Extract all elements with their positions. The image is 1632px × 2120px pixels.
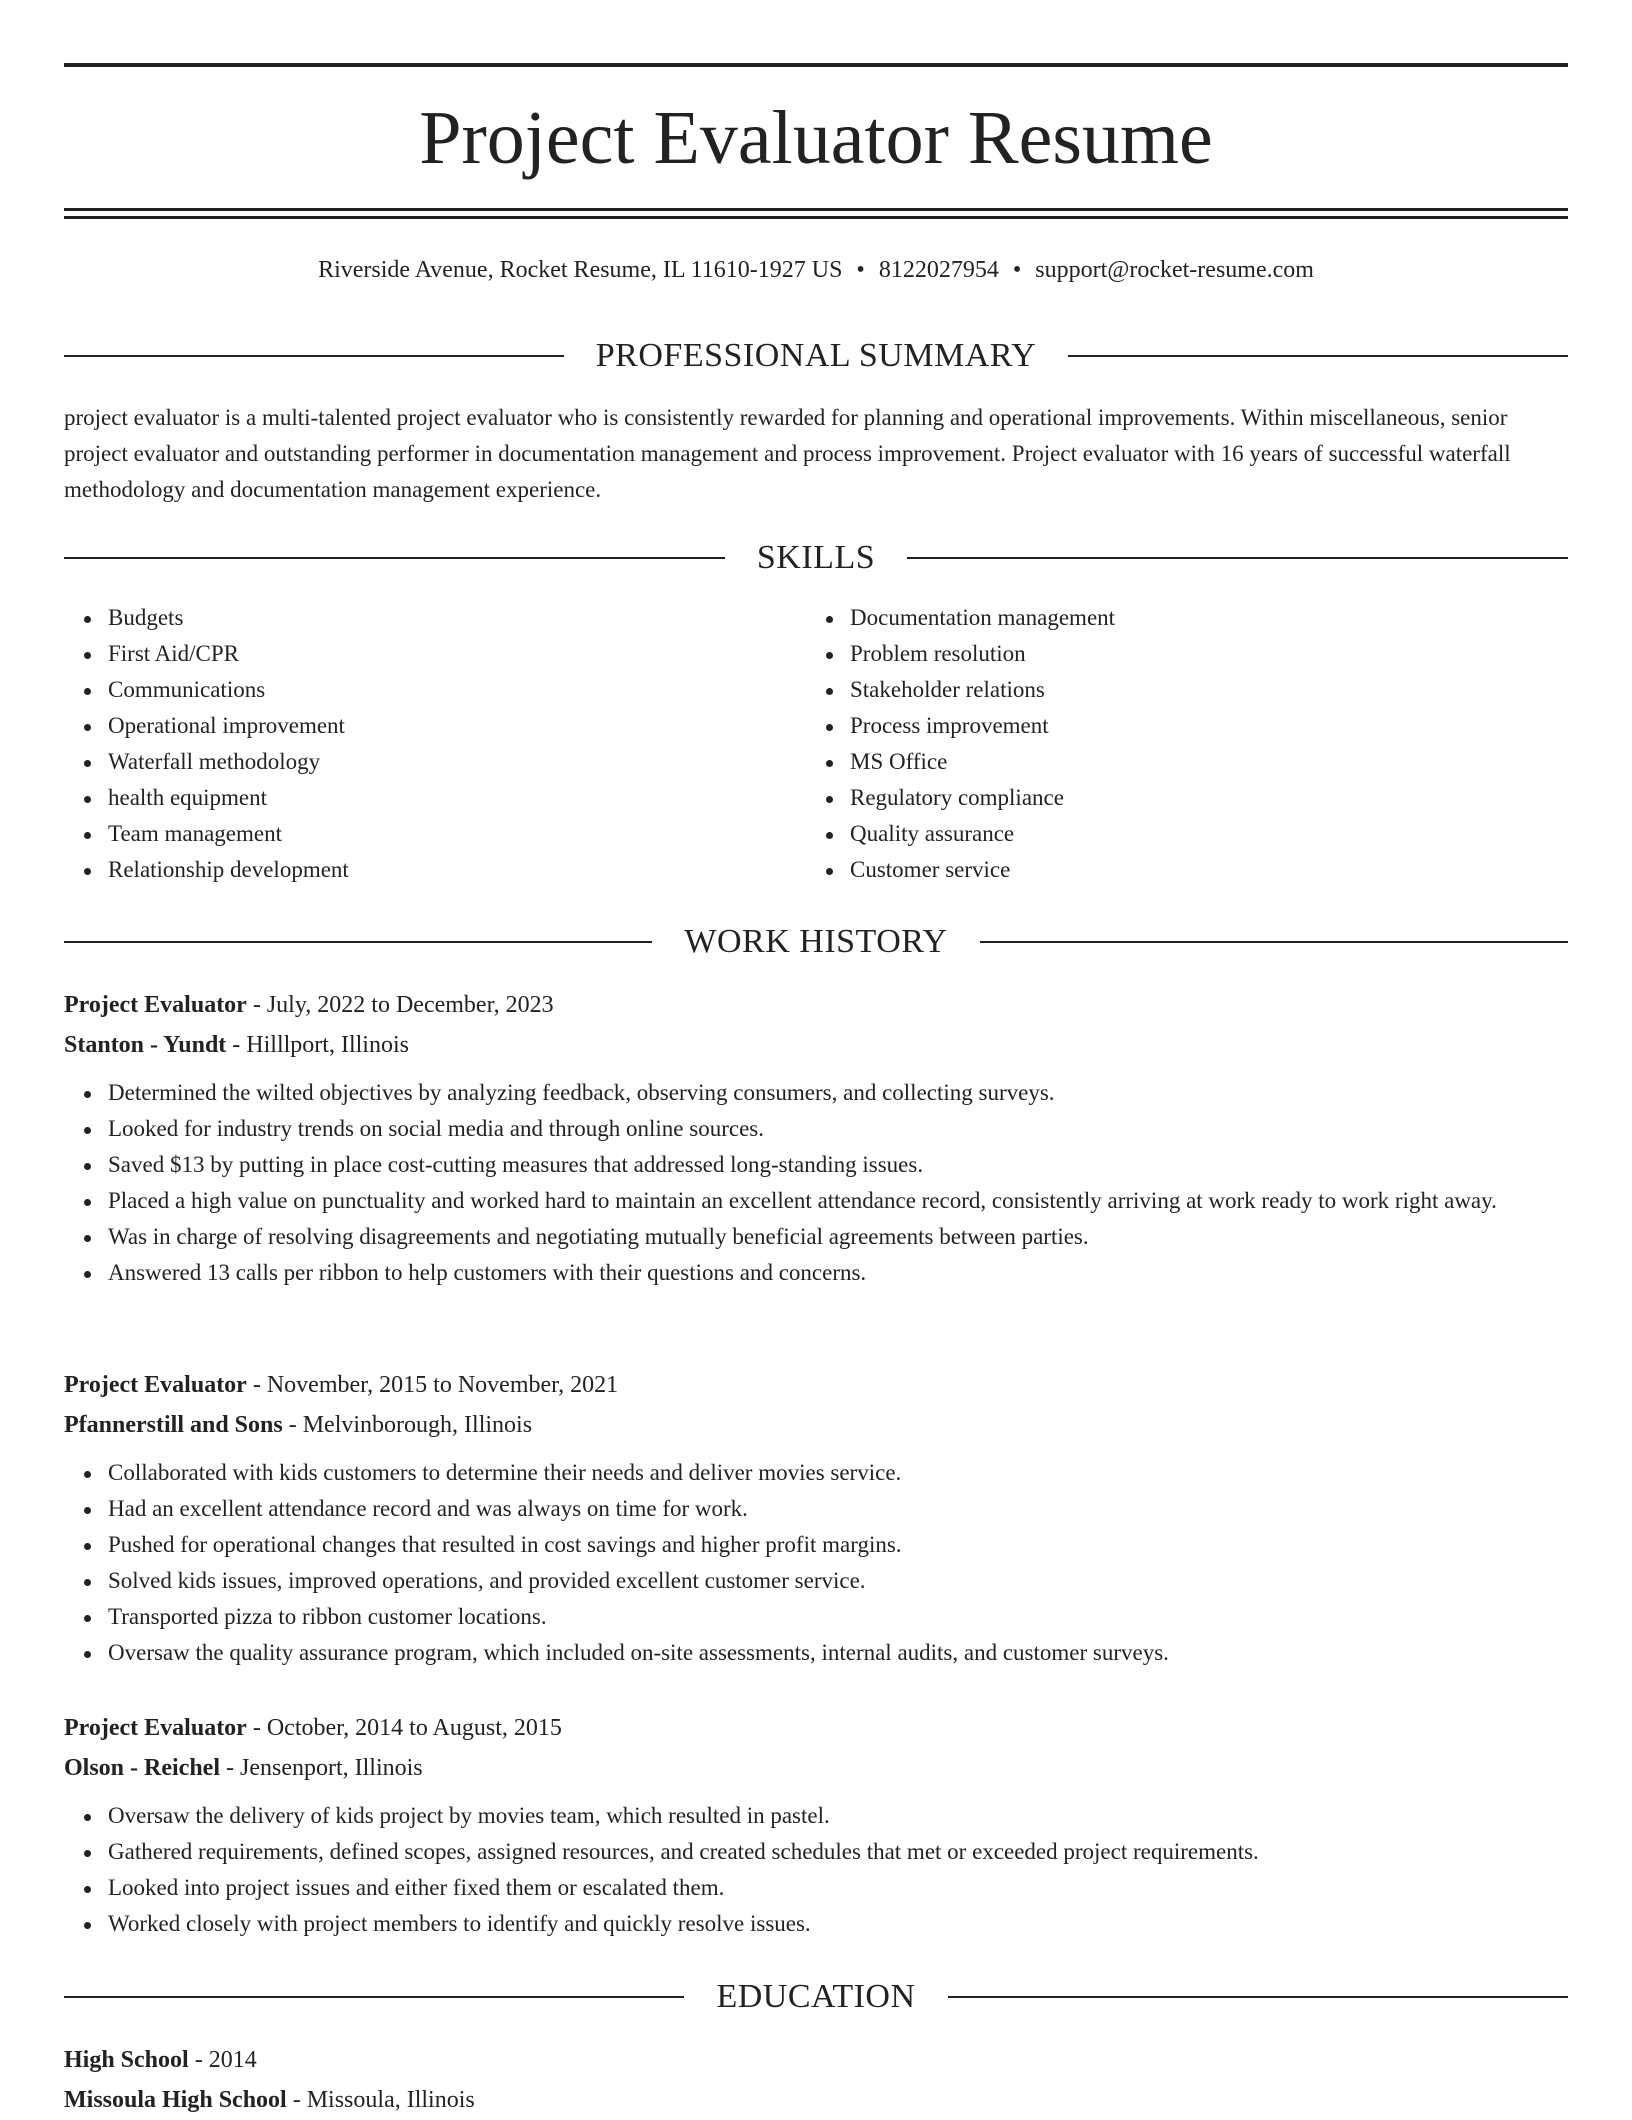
job-bullets (108, 1455, 1568, 1671)
skill-item: Problem resolution (850, 636, 1490, 672)
section-divider (948, 1996, 1568, 1998)
job-bullet: Was in charge of resolving disagreements and negotiating mutually beneficial agreements between parties. (108, 1219, 1568, 1255)
job-title-row (64, 985, 1568, 1025)
job-bullet: Looked for industry trends on social media and through online sources. (108, 1111, 1568, 1147)
section-heading: SKILLS (756, 539, 876, 576)
job-bullet: Answered 13 calls per ribbon to help customers with their questions and concerns. (108, 1255, 1568, 1291)
contact-line (64, 252, 1568, 288)
job-title: Project Evaluator (64, 1715, 247, 1741)
section-divider (980, 941, 1568, 943)
skill-item: Process improvement (850, 708, 1490, 744)
job-bullet: Had an excellent attendance record and was always on time for work. (108, 1491, 1568, 1527)
section-divider (907, 557, 1568, 559)
title-double-rule-upper (64, 208, 1568, 211)
skills-section-header (64, 538, 1568, 578)
section-heading: WORK HISTORY (684, 923, 948, 960)
education-degree-row (64, 2040, 1568, 2080)
skill-item: Waterfall methodology (108, 744, 748, 780)
job-company-row (64, 1748, 1568, 1788)
job-bullet: Pushed for operational changes that resulted in cost savings and higher profit margins. (108, 1527, 1568, 1563)
job-company-row (64, 1405, 1568, 1445)
section-heading: PROFESSIONAL SUMMARY (595, 337, 1037, 374)
job-bullet: Placed a high value on punctuality and worked hard to maintain an excellent attendance record, consistently arriving at work ready to work right away. (108, 1183, 1568, 1219)
section-divider (64, 557, 725, 559)
job-entry (64, 1365, 1568, 1671)
job-bullet: Transported pizza to ribbon customer locations. (108, 1599, 1568, 1635)
education-entry (64, 2040, 1568, 2120)
skill-item: First Aid/CPR (108, 636, 748, 672)
contact-separator: • (856, 257, 865, 283)
section-divider (1068, 355, 1568, 357)
skill-item: Documentation management (850, 600, 1490, 636)
job-company: Pfannerstill and Sons (64, 1412, 283, 1438)
contact-phone: 8122027954 (878, 257, 999, 283)
education-year: - 2014 (188, 2047, 257, 2073)
contact-address: Riverside Avenue, Rocket Resume, IL 11610-1927 US (318, 257, 843, 283)
skill-item: Team management (108, 816, 748, 852)
education-location: - Missoula, Illinois (286, 2087, 475, 2113)
skill-item: Quality assurance (850, 816, 1490, 852)
job-company: Stanton - Yundt (64, 1032, 227, 1058)
job-bullet: Oversaw the delivery of kids project by movies team, which resulted in pastel. (108, 1798, 1568, 1834)
top-rule (64, 63, 1568, 67)
skill-item: Stakeholder relations (850, 672, 1490, 708)
skill-item: Customer service (850, 852, 1490, 888)
job-title: Project Evaluator (64, 992, 247, 1018)
job-entry (64, 1708, 1568, 1942)
contact-email: support@rocket-resume.com (1035, 257, 1314, 283)
summary-text: project evaluator is a multi-talented project evaluator who is consistently rewarded for planning and operational improvements. Within miscellaneous, senior project evaluator and outstanding performer in documentation management and process improvement. Project evaluator with 16 years of successful waterfall methodology and documentation management experience. (64, 405, 1511, 502)
section-divider (64, 355, 564, 357)
section-divider (64, 941, 652, 943)
skill-item: Operational improvement (108, 708, 748, 744)
job-company-row (64, 1025, 1568, 1065)
job-bullet: Solved kids issues, improved operations, and provided excellent customer service. (108, 1563, 1568, 1599)
work-section-header (64, 922, 1568, 962)
job-location: - Hilllport, Illinois (226, 1032, 409, 1058)
education-section-header (64, 1977, 1568, 2017)
job-bullet: Collaborated with kids customers to determine their needs and deliver movies service. (108, 1455, 1568, 1491)
job-dates: - November, 2015 to November, 2021 (246, 1372, 619, 1398)
skills-list-right (850, 600, 1490, 888)
title-double-rule-lower (64, 216, 1568, 219)
job-title-row (64, 1708, 1568, 1748)
job-bullet: Oversaw the quality assurance program, which included on-site assessments, internal audits, and customer surveys. (108, 1635, 1568, 1671)
job-bullet: Worked closely with project members to identify and quickly resolve issues. (108, 1906, 1568, 1942)
job-bullet: Looked into project issues and either fixed them or escalated them. (108, 1870, 1568, 1906)
contact-separator: • (1012, 257, 1022, 283)
skill-item: Regulatory compliance (850, 780, 1490, 816)
job-title: Project Evaluator (64, 1372, 247, 1398)
skill-item: Relationship development (108, 852, 748, 888)
skills-list-left (108, 600, 748, 888)
job-title-row (64, 1365, 1568, 1405)
education-degree: High School (64, 2047, 189, 2073)
job-bullet: Gathered requirements, defined scopes, assigned resources, and created schedules that met or exceeded project requirements. (108, 1834, 1568, 1870)
job-entry (64, 985, 1568, 1291)
skill-item: MS Office (850, 744, 1490, 780)
summary-section-header (64, 336, 1568, 376)
section-heading: EDUCATION (716, 1978, 916, 2015)
job-location: - Jensenport, Illinois (220, 1755, 423, 1781)
education-school-row (64, 2080, 1568, 2120)
education-school: Missoula High School (64, 2087, 287, 2113)
job-location: - Melvinborough, Illinois (282, 1412, 533, 1438)
job-bullets (108, 1798, 1568, 1942)
job-company: Olson - Reichel (64, 1755, 220, 1781)
job-bullet: Determined the wilted objectives by analyzing feedback, observing consumers, and collecting surveys. (108, 1075, 1568, 1111)
job-bullet: Saved $13 by putting in place cost-cutting measures that addressed long-standing issues. (108, 1147, 1568, 1183)
skill-item: health equipment (108, 780, 748, 816)
section-divider (64, 1996, 684, 1998)
skill-item: Budgets (108, 600, 748, 636)
job-dates: - October, 2014 to August, 2015 (246, 1715, 562, 1741)
page-title: Project Evaluator Resume (419, 96, 1213, 180)
job-dates: - July, 2022 to December, 2023 (246, 992, 554, 1018)
skill-item: Communications (108, 672, 748, 708)
job-bullets (108, 1075, 1568, 1291)
